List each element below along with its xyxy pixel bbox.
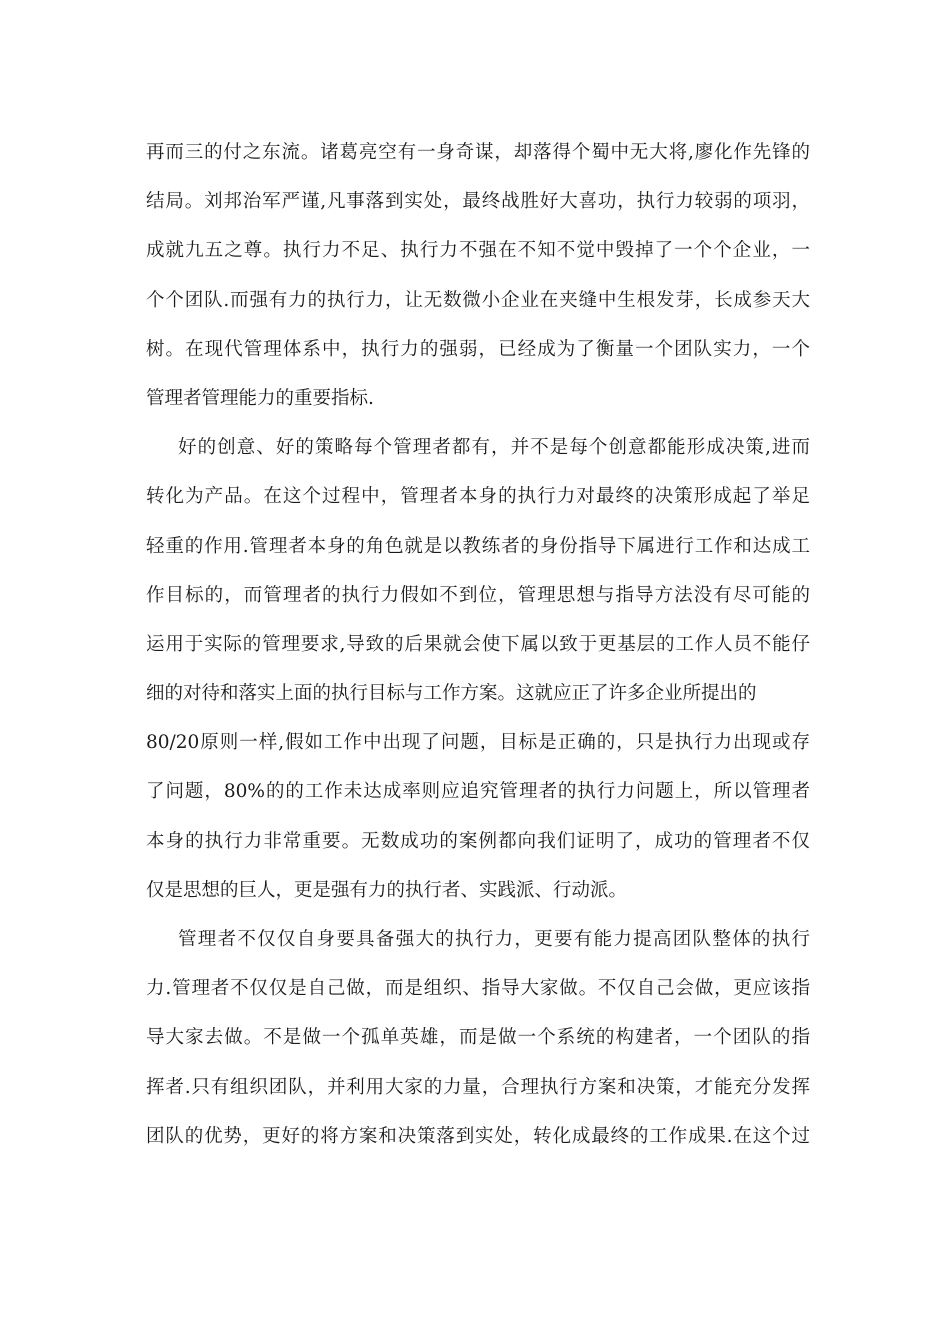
text-line-paragraph-start: 好的创意、好的策略每个管理者都有，并不是每个创意都能形成决策,进而	[178, 437, 810, 459]
text-line: 结局。刘邦治军严谨,凡事落到实处，最终战胜好大喜功，执行力较弱的项羽，	[146, 191, 810, 213]
text-line: 轻重的作用.管理者本身的角色就是以教练者的身份指导下属进行工作和达成工	[146, 535, 810, 557]
text-line: 个个团队.而强有力的执行力，让无数微小企业在夹缝中生根发芽，长成参天大	[146, 289, 810, 311]
text-line: 再而三的付之东流。诸葛亮空有一身奇谋，却落得个蜀中无大将,廖化作先锋的	[146, 142, 810, 163]
body-text	[146, 128, 810, 1161]
text-line: 了问题，80%的的工作未达成率则应追究管理者的执行力问题上，所以管理者	[146, 781, 810, 803]
text-line: 转化为产品。在这个过程中，管理者本身的执行力对最终的决策形成起了举足	[146, 486, 810, 508]
text-line: 本身的执行力非常重要。无数成功的案例都向我们证明了，成功的管理者不仅	[146, 830, 810, 852]
text-line: 力.管理者不仅仅是自己做，而是组织、指导大家做。不仅自己会做，更应该指	[146, 978, 810, 1000]
text-line: 挥者.只有组织团队，并利用大家的力量，合理执行方案和决策，才能充分发挥	[146, 1076, 810, 1098]
text-line: 细的对待和落实上面的执行目标与工作方案。这就应正了许多企业所提出的	[146, 683, 757, 705]
text-line: 作目标的，而管理者的执行力假如不到位，管理思想与指导方法没有尽可能的	[146, 584, 810, 606]
text-line: 团队的优势，更好的将方案和决策落到实处，转化成最终的工作成果.在这个过	[146, 1125, 810, 1147]
text-line: 导大家去做。不是做一个孤单英雄，而是做一个系统的构建者，一个团队的指	[146, 1027, 810, 1049]
text-line: 树。在现代管理体系中，执行力的强弱，已经成为了衡量一个团队实力，一个	[146, 338, 810, 360]
text-line-paragraph-start: 管理者不仅仅自身要具备强大的执行力，更要有能力提高团队整体的执行	[178, 929, 810, 950]
text-line-paragraph-end: 仅是思想的巨人，更是强有力的执行者、实践派、行动派。	[146, 879, 628, 901]
text-line: 运用于实际的管理要求,导致的后果就会使下属以致于更基层的工作人员不能仔	[146, 633, 810, 655]
text-line: 成就九五之尊。执行力不足、执行力不强在不知不觉中毁掉了一个个企业，一	[146, 240, 810, 262]
text-line: 80/20原则一样,假如工作中出现了问题，目标是正确的，只是执行力出现或存	[146, 732, 810, 754]
text-line-paragraph-end: 管理者管理能力的重要指标.	[146, 387, 374, 409]
